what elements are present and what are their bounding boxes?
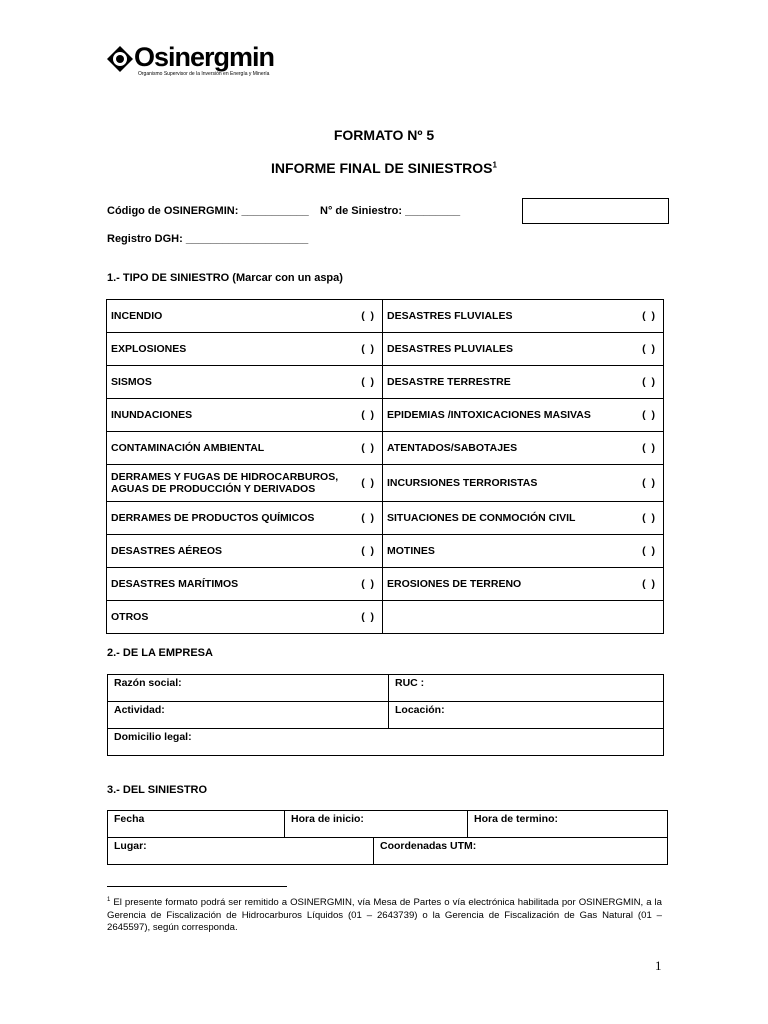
mark-checkbox[interactable]: ( ) [361,310,375,322]
empresa-table [107,674,664,756]
fecha-field[interactable]: Fecha [108,811,285,838]
mark-checkbox[interactable]: ( ) [642,512,655,524]
siniestro-row [107,535,664,568]
registro-dgh-field[interactable]: Registro DGH: ____________________ [107,233,309,245]
mark-checkbox[interactable]: ( ) [642,343,655,355]
siniestro-option-right[interactable] [383,300,664,333]
siniestro-option-label: INUNDACIONES [111,409,193,421]
footnote-text: El presente formato podrá ser remitido a OSINERGMIN, vía Mesa de Partes o vía electrónica habilitada por OSINERGMIN, a la Gerencia de Fiscalización de Hidrocarburos Líquidos (01 – 2643739) o la Gerencia de Fiscalización de Gas Natural (01 – 2645597), según corresponda. [107,897,662,934]
osinergmin-logo-icon [107,46,133,72]
siniestro-option-label: MOTINES [387,545,435,557]
siniestro-option-label: DERRAMES Y FUGAS DE HIDROCARBUROS, AGUAS DE PRODUCCIÓN Y DERIVADOS [111,471,339,495]
siniestro-option-left[interactable] [107,535,383,568]
siniestro-option-left[interactable] [107,502,383,535]
siniestro-option-label: SITUACIONES DE CONMOCIÓN CIVIL [387,512,576,524]
siniestro-option-left[interactable] [107,333,383,366]
siniestro-row [107,432,664,465]
siniestro-row [107,333,664,366]
mark-checkbox[interactable]: ( ) [361,409,375,421]
siniestro-option-label: DESASTRES MARÍTIMOS [111,578,239,590]
siniestro-option-left[interactable] [107,432,383,465]
siniestro-option-label: DESASTRES PLUVIALES [387,343,514,355]
siniestro-option-right[interactable] [383,333,664,366]
siniestro-row [107,601,664,634]
siniestro-option-left[interactable] [107,300,383,333]
siniestro-option-right[interactable] [383,502,664,535]
siniestro-detail-table-row1 [107,810,668,838]
mark-checkbox[interactable]: ( ) [642,545,655,557]
mark-checkbox[interactable]: ( ) [642,477,655,489]
siniestro-option-left[interactable] [107,568,383,601]
siniestro-option-label: CONTAMINACIÓN AMBIENTAL [111,442,265,454]
siniestro-row [107,502,664,535]
formato-title: FORMATO Nº 5 [333,127,435,143]
osinergmin-logo [107,42,297,82]
siniestro-option-label: DESASTRES AÉREOS [111,545,223,557]
footnote-ref: 1 [492,160,497,170]
tipo-siniestro-table [106,299,664,634]
siniestro-option-label: OTROS [111,611,149,623]
mark-checkbox[interactable]: ( ) [361,376,375,388]
coordenadas-utm-field[interactable]: Coordenadas UTM: [374,838,668,865]
informe-title-text: INFORME FINAL DE SINIESTROS [271,160,493,176]
stamp-box[interactable] [522,198,669,224]
section3-heading: 3.- DEL SINIESTRO [107,784,208,796]
siniestro-row [107,399,664,432]
siniestro-option-label: DERRAMES DE PRODUCTOS QUÍMICOS [111,512,315,524]
mark-checkbox[interactable]: ( ) [361,442,375,454]
hora-termino-field[interactable]: Hora de termino: [468,811,668,838]
mark-checkbox[interactable]: ( ) [642,409,655,421]
mark-checkbox[interactable]: ( ) [361,512,375,524]
locacion-field[interactable]: Locación: [389,702,664,729]
logo-wordmark: Osinergmin [134,42,275,72]
domicilio-legal-field[interactable]: Domicilio legal: [108,729,664,756]
codigo-osinergmin-field[interactable]: Código de OSINERGMIN: ___________ [107,205,309,217]
mark-checkbox[interactable]: ( ) [361,545,375,557]
mark-checkbox[interactable]: ( ) [361,611,375,623]
siniestro-option-right[interactable] [383,432,664,465]
siniestro-option-left[interactable] [107,399,383,432]
footnote-number: 1 [107,897,111,903]
siniestro-option-label: EPIDEMIAS /INTOXICACIONES MASIVAS [387,409,591,421]
mark-checkbox[interactable]: ( ) [361,477,375,489]
footnote [107,894,662,935]
siniestro-option-right[interactable] [383,568,664,601]
siniestro-option-label: EROSIONES DE TERRENO [387,578,522,590]
section2-heading: 2.- DE LA EMPRESA [107,647,213,659]
siniestro-option-label: EXPLOSIONES [111,343,187,355]
mark-checkbox[interactable]: ( ) [642,376,655,388]
page-number: 1 [655,958,662,973]
siniestro-detail-table-row2 [107,837,668,865]
hora-inicio-field[interactable]: Hora de inicio: [285,811,468,838]
siniestro-option-left[interactable] [107,465,383,502]
siniestro-option-right[interactable] [383,535,664,568]
mark-checkbox[interactable]: ( ) [642,310,655,322]
lugar-field[interactable]: Lugar: [108,838,374,865]
siniestro-row [107,465,664,502]
informe-title [0,160,768,176]
actividad-field[interactable]: Actividad: [108,702,389,729]
razon-social-field[interactable]: Razón social: [108,675,389,702]
siniestro-option-label: INCENDIO [111,310,163,322]
section1-heading: 1.- TIPO DE SINIESTRO (Marcar con un aspa) [107,272,343,284]
siniestro-row [107,366,664,399]
mark-checkbox[interactable]: ( ) [642,442,655,454]
siniestro-row [107,300,664,333]
siniestro-option-left[interactable] [107,366,383,399]
siniestro-option-right [383,601,664,634]
siniestro-option-left[interactable] [107,601,383,634]
siniestro-option-label: DESASTRE TERRESTRE [387,376,511,388]
numero-siniestro-field[interactable]: N° de Siniestro: _________ [320,205,461,217]
siniestro-option-label: INCURSIONES TERRORISTAS [387,477,538,489]
ruc-field[interactable]: RUC : [389,675,664,702]
siniestro-option-right[interactable] [383,465,664,502]
siniestro-option-label: ATENTADOS/SABOTAJES [387,442,518,454]
siniestro-option-label: SISMOS [111,376,152,388]
mark-checkbox[interactable]: ( ) [361,343,375,355]
siniestro-option-right[interactable] [383,399,664,432]
mark-checkbox[interactable]: ( ) [642,578,655,590]
mark-checkbox[interactable]: ( ) [361,578,375,590]
logo-subtitle: Organismo Supervisor de la Inversión en Energía y Minería [138,71,270,77]
siniestro-row [107,568,664,601]
footnote-separator [107,886,287,887]
siniestro-option-label: DESASTRES FLUVIALES [387,310,513,322]
siniestro-option-right[interactable] [383,366,664,399]
